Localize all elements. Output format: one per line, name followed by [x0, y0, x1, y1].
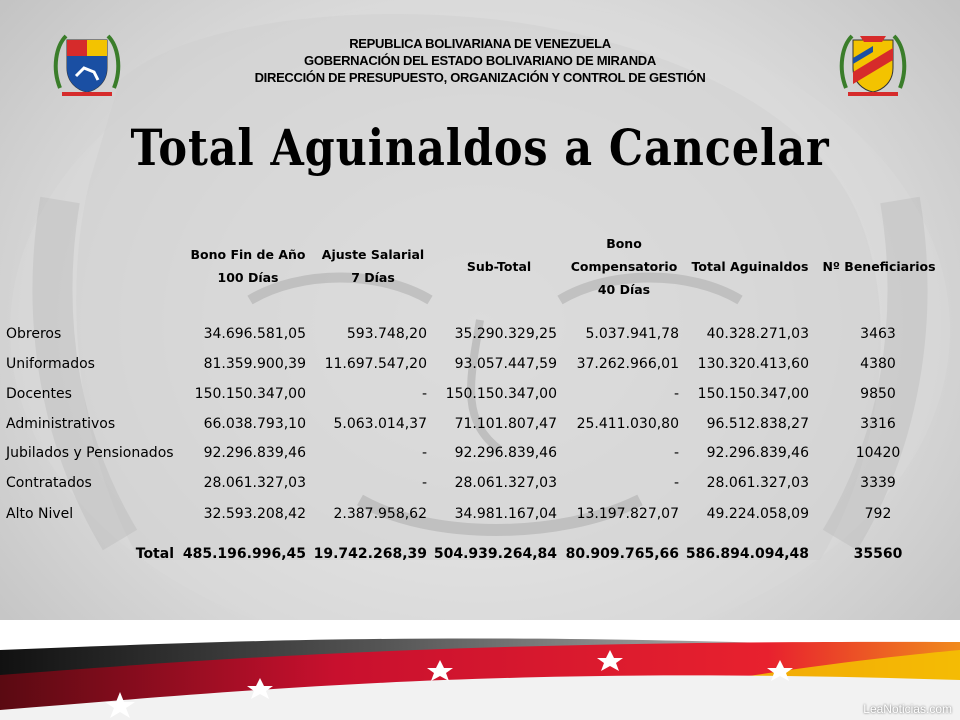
column-header-line: 100 Días [217, 270, 279, 285]
watermark-text: LeaNoticias.com [863, 702, 952, 716]
row-label: Administrativos [6, 416, 116, 432]
header-line-department: DIRECCIÓN DE PRESUPUESTO, ORGANIZACIÓN Y CONTROL DE GESTIÓN [254, 70, 706, 85]
table-cell: 93.057.447,59 [454, 356, 557, 372]
table-cell: 66.038.793,10 [203, 416, 306, 432]
row-label: Contratados [6, 475, 92, 491]
column-header-line: Sub-Total [466, 259, 532, 274]
table-cell: - [673, 386, 679, 402]
table-cell: - [421, 386, 427, 402]
column-header-bono-compensatorio [562, 232, 686, 301]
column-header-line: Bono Fin de Año [190, 247, 306, 262]
row-label: Uniformados [6, 356, 95, 372]
header-line-government: GOBERNACIÓN DEL ESTADO BOLIVARIANO DE MIRANDA [304, 53, 656, 68]
table-cell: - [421, 475, 427, 491]
total-label: Total [135, 546, 174, 562]
table-cell: 150.150.347,00 [697, 386, 809, 402]
column-header-line: Total Aguinaldos [691, 259, 809, 274]
column-header-line: 40 Días [597, 282, 651, 297]
table-cell: 485.196.996,45 [182, 546, 306, 562]
table-cell: 35560 [853, 546, 903, 562]
row-label: Alto Nivel [6, 506, 74, 522]
column-header-line: Bono [606, 236, 642, 251]
table-cell: - [673, 475, 679, 491]
row-label: Jubilados y Pensionados [6, 445, 174, 461]
row-label: Obreros [6, 326, 62, 342]
table-cell: 3316 [860, 416, 896, 432]
table-cell: 130.320.413,60 [697, 356, 809, 372]
table-cell: 92.296.839,46 [454, 445, 557, 461]
table-cell: 11.697.547,20 [324, 356, 427, 372]
column-header-line: Nº Beneficiarios [822, 259, 936, 274]
table-cell: 35.290.329,25 [454, 326, 557, 342]
page-title: Total Aguinaldos a Cancelar [130, 118, 830, 177]
table-cell: 3339 [860, 475, 896, 491]
table-cell: 5.037.941,78 [585, 326, 679, 342]
table-cell: 40.328.271,03 [706, 326, 809, 342]
table-cell: 150.150.347,00 [445, 386, 557, 402]
table-cell: 37.262.966,01 [576, 356, 679, 372]
table-cell: 3463 [860, 326, 896, 342]
table-cell: 92.296.839,46 [203, 445, 306, 461]
table-cell: - [421, 445, 427, 461]
table-cell: 28.061.327,03 [706, 475, 809, 491]
table-cell: 2.387.958,62 [333, 506, 427, 522]
table-cell: 92.296.839,46 [706, 445, 809, 461]
table-cell: 9850 [860, 386, 896, 402]
row-label: Docentes [6, 386, 72, 402]
table-cell: 96.512.838,27 [706, 416, 809, 432]
table-cell: 586.894.094,48 [685, 546, 809, 562]
table-cell: 34.696.581,05 [203, 326, 306, 342]
table-cell: 71.101.807,47 [454, 416, 557, 432]
table-cell: 25.411.030,80 [576, 416, 679, 432]
column-header-line: 7 Días [351, 270, 395, 285]
column-header-line: Compensatorio [570, 259, 678, 274]
table-cell: 49.224.058,09 [706, 506, 809, 522]
table-cell: 10420 [855, 445, 901, 461]
table-cell: 504.939.264,84 [433, 546, 557, 562]
table-cell: 19.742.268,39 [313, 546, 427, 562]
column-header-line: Ajuste Salarial [321, 247, 425, 262]
footer-flag-banner [0, 620, 960, 720]
table-cell: 5.063.014,37 [333, 416, 427, 432]
table-cell: - [673, 445, 679, 461]
table-cell: 81.359.900,39 [203, 356, 306, 372]
table-cell: 34.981.167,04 [454, 506, 557, 522]
column-header-total-aguinaldos [686, 255, 814, 278]
header-line-republic: REPUBLICA BOLIVARIANA DE VENEZUELA [349, 36, 611, 51]
table-cell: 150.150.347,00 [194, 386, 306, 402]
table-cell: 593.748,20 [346, 326, 427, 342]
column-header-beneficiarios [814, 255, 944, 278]
column-header-sub-total [436, 255, 562, 278]
table-cell: 80.909.765,66 [565, 546, 679, 562]
table-cell: 13.197.827,07 [576, 506, 679, 522]
table-cell: 32.593.208,42 [203, 506, 306, 522]
column-header-bono-fin-de-ano [182, 243, 314, 289]
table-cell: 792 [864, 506, 892, 522]
column-header-ajuste-salarial [314, 243, 432, 289]
table-cell: 4380 [860, 356, 896, 372]
table-cell: 28.061.327,03 [203, 475, 306, 491]
table-cell: 28.061.327,03 [454, 475, 557, 491]
